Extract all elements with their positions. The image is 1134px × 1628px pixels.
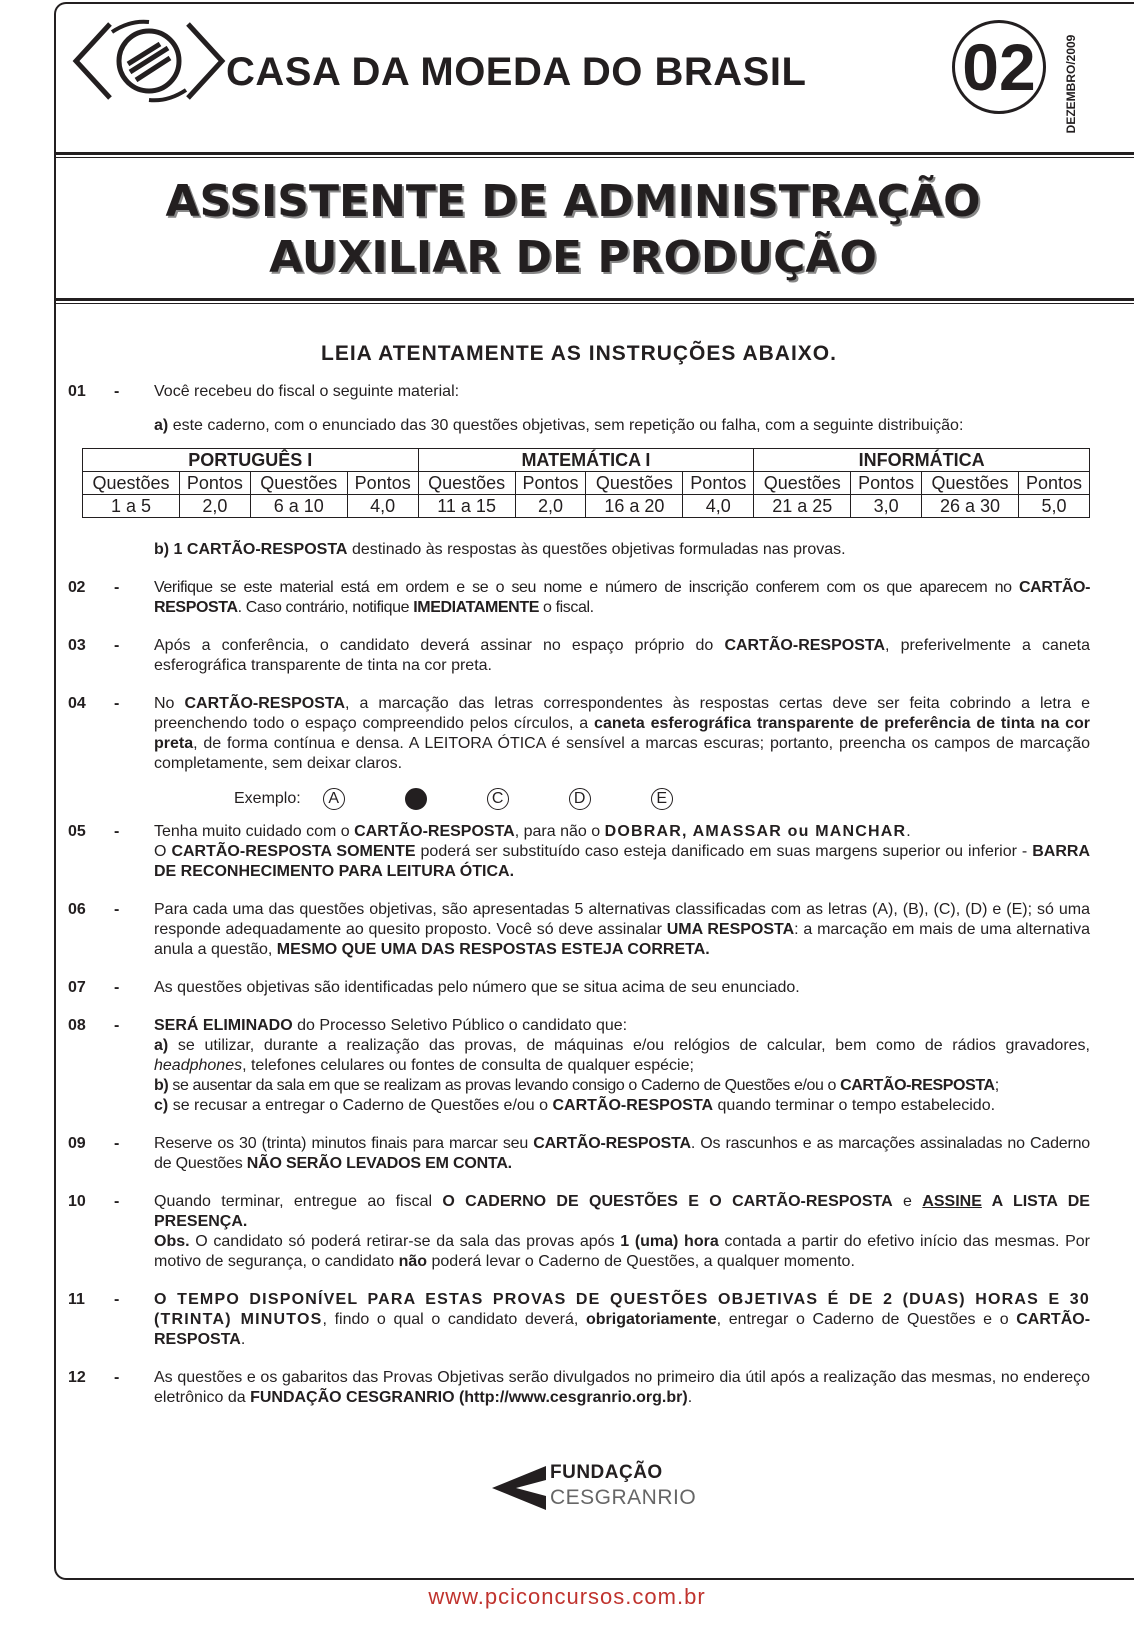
- instruction-02: 02 - Verifique se este material está em ordem e se o seu nome e número de inscrição conferem com os que aparecem no CARTÃO-RESPOSTA. Caso contrário, notifique IMEDIATAMENTE o fiscal.: [68, 579, 1090, 616]
- bubble-e: E: [651, 788, 673, 810]
- title-line-1: ASSISTENTE DE ADMINISTRAÇÃO: [165, 176, 981, 227]
- subject-header: PORTUGUÊS I: [83, 449, 419, 472]
- instruction-08: 08 - SERÁ ELIMINADO do Processo Seletivo Público o candidato que: a) se utilizar, durante a realização das provas, de máquinas e/ou relógios de calcular, bem como de rádios gravadores, headphones, telefones celulares ou fontes de consulta de qualquer espécie; b) se ausentar da sala em que se realizam as provas levando consigo o Caderno de Questões e/ou o CARTÃO-RESPOSTA; c) se recusar a entregar o Caderno de Questões e/ou o CARTÃO-RESPOSTA quando terminar o tempo estabelecido.: [68, 1017, 1090, 1114]
- bubble-a: A: [323, 788, 345, 810]
- bubble-d: D: [569, 788, 591, 810]
- instructions: [68, 344, 1090, 1426]
- subject-header: MATEMÁTICA I: [418, 449, 754, 472]
- instruction-01: 01 - Você recebeu do fiscal o seguinte material: a) este caderno, com o enunciado das 30 questões objetivas, sem repetição ou falha, com a seguinte distribuição:: [68, 383, 964, 434]
- cesgranrio-line-1: FUNDAÇÃO: [550, 1462, 663, 1483]
- table-header-row: Questões Pontos Questões Pontos Questões Pontos Questões Pontos Questões Pontos Questões Pontos: [83, 472, 1090, 495]
- cesgranrio-line-2: CESGRANRIO: [550, 1486, 697, 1509]
- instruction-12: 12 - As questões e os gabaritos das Provas Objetivas serão divulgados no primeiro dia útil após a realização das mesmas, no endereço eletrônico da FUNDAÇÃO CESGRANRIO (http://www.cesgranrio.org.br).: [68, 1369, 1090, 1406]
- casa-da-moeda-logo: [70, 18, 228, 104]
- instruction-06: 06 - Para cada uma das questões objetivas, são apresentadas 5 alternativas classificadas com as letras (A), (B), (C), (D) e (E); só uma responde adequadamente ao quesito proposto. Você só deve assinalar UMA RESPOSTA: a marcação em mais de uma alternativa anula a questão, MESMO QUE UMA DAS RESPOSTAS ESTEJA CORRETA.: [68, 901, 1090, 958]
- divider: [56, 298, 1134, 301]
- bubble-b-filled: [405, 788, 427, 810]
- cesgranrio-logo: [490, 1462, 697, 1514]
- subject-header: INFORMÁTICA: [754, 449, 1090, 472]
- instructions-heading: LEIA ATENTAMENTE AS INSTRUÇÕES ABAIXO.: [321, 342, 837, 365]
- instruction-03: 03 - Após a conferência, o candidato deverá assinar no espaço próprio do CARTÃO-RESPOSTA, preferivelmente a caneta esferográfica transparente de tinta na cor preta.: [68, 637, 1090, 674]
- instruction-11: 11 - O TEMPO DISPONÍVEL PARA ESTAS PROVAS DE QUESTÕES OBJETIVAS É DE 2 (DUAS) HORAS E 30 (TRINTA) MINUTOS, findo o qual o candidato deverá, obrigatoriamente, entregar o Caderno de Questões e o CARTÃO-RESPOSTA.: [68, 1291, 1091, 1348]
- exam-title: [56, 174, 1090, 286]
- booklet-number: 02: [952, 20, 1046, 114]
- instruction-04: 04 - No CARTÃO-RESPOSTA, a marcação das letras correspondentes às respostas certas deve ser feita cobrindo a letra e preenchendo todo o espaço compreendido pelos círculos, a caneta esferográfica transparente de preferência de tinta na cor preta, de forma contínua e densa. A LEITORA ÓTICA é sensível a marcas escuras; portanto, preencha os campos de marcação completamente, sem deixar claros.: [68, 695, 1090, 772]
- divider: [56, 152, 1134, 155]
- instruction-07: 07 - As questões objetivas são identificadas pelo número que se situa acima de seu enunciado.: [68, 979, 800, 996]
- date-label: DEZEMBRO/2009: [1064, 34, 1078, 134]
- table-row: 1 a 5 2,0 6 a 10 4,0 11 a 15 2,0 16 a 20 4,0 21 a 25 3,0 26 a 30 5,0: [83, 495, 1090, 518]
- cesgranrio-arrow-icon: [490, 1462, 548, 1514]
- divider: [56, 157, 1134, 158]
- bubble-c: C: [487, 788, 509, 810]
- instruction-05: 05 - Tenha muito cuidado com o CARTÃO-RESPOSTA, para não o DOBRAR, AMASSAR ou MANCHAR. O CARTÃO-RESPOSTA SOMENTE poderá ser substituído caso esteja danificado em suas margens superior ou inferior - BARRA DE RECONHECIMENTO PARA LEITURA ÓTICA.: [68, 823, 1091, 880]
- header: [56, 4, 1134, 154]
- title-line-2: AUXILIAR DE PRODUÇÃO: [269, 232, 877, 283]
- org-name: CASA DA MOEDA DO BRASIL: [226, 50, 807, 94]
- distribution-table: [82, 448, 1090, 518]
- divider: [56, 303, 1134, 304]
- instruction-10: 10 - Quando terminar, entregue ao fiscal O CADERNO DE QUESTÕES E O CARTÃO-RESPOSTA e ASSINE A LISTA DE PRESENÇA. Obs. O candidato só poderá retirar-se da sala das provas após 1 (uma) hora contada a partir do efetivo início das mesmas. Por motivo de segurança, o candidato não poderá levar o Caderno de Questões, a qualquer momento.: [68, 1193, 1091, 1270]
- answer-example: Exemplo: A C D E: [234, 788, 1090, 810]
- instruction-01-b: b) 1 CARTÃO-RESPOSTA destinado às respostas às questões objetivas formuladas nas provas.: [154, 541, 846, 558]
- page-frame: [54, 2, 1134, 1580]
- instruction-09: 09 - Reserve os 30 (trinta) minutos finais para marcar seu CARTÃO-RESPOSTA. Os rascunhos e as marcações assinaladas no Caderno de Questões NÃO SERÃO LEVADOS EM CONTA.: [68, 1135, 1091, 1172]
- source-url[interactable]: www.pciconcursos.com.br: [428, 1584, 706, 1609]
